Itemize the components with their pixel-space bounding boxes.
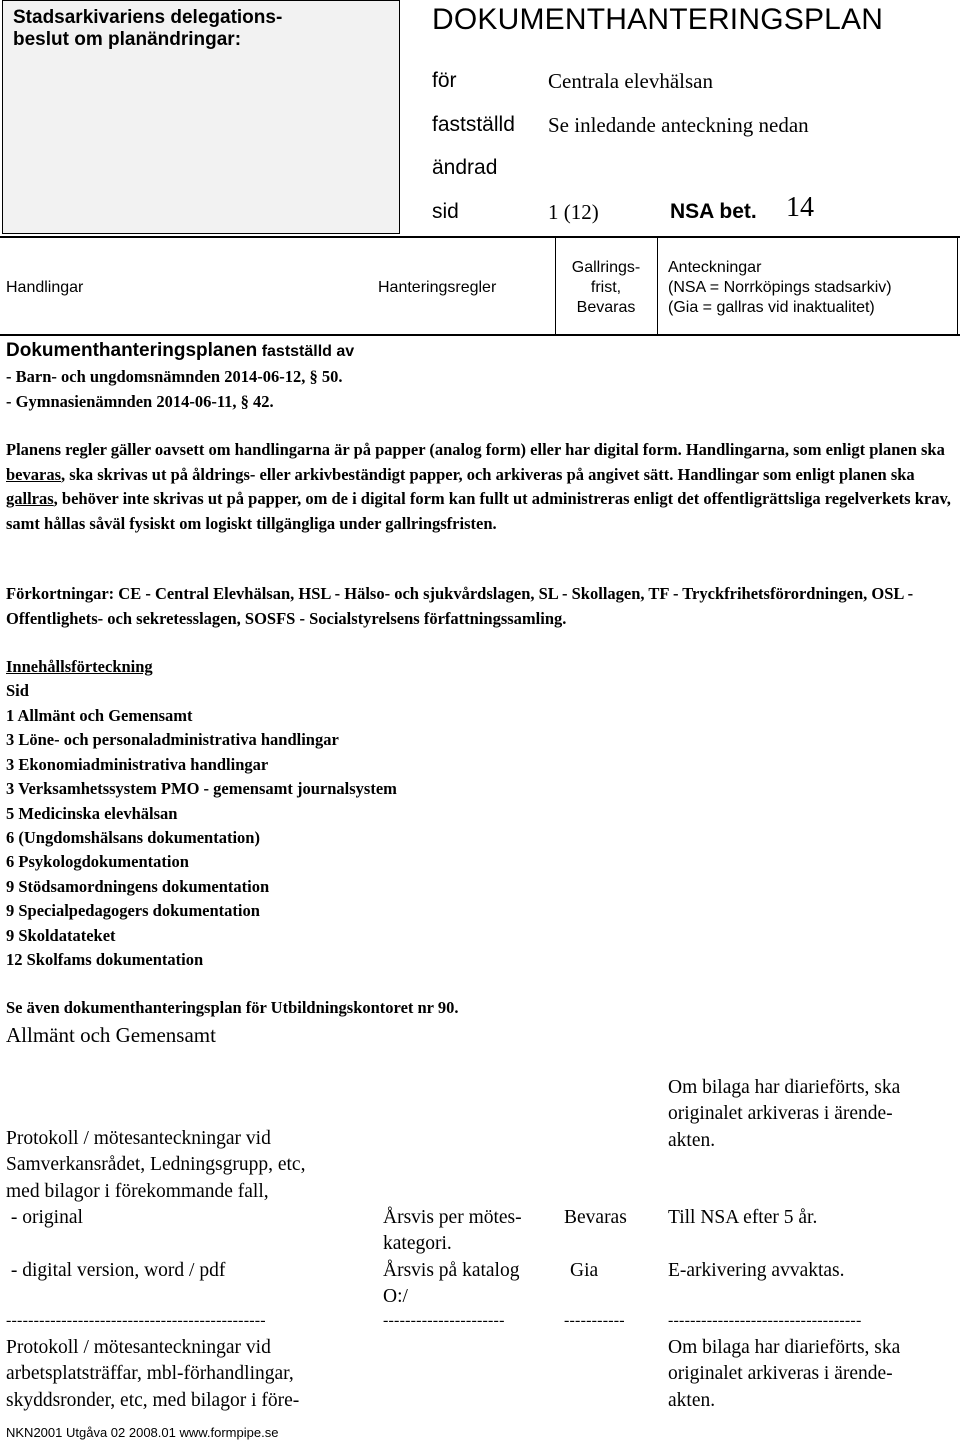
row2-note-line: originalet arkiveras i ärende- xyxy=(668,1363,893,1385)
document-title: DOKUMENTHANTERINGSPLAN xyxy=(432,3,884,36)
row2-handling-line: Protokoll / mötesanteckningar vid xyxy=(6,1337,271,1358)
header-top-rule xyxy=(0,236,960,238)
toc-item: 3 Löne- och personaladministrativa handlingar xyxy=(6,730,339,750)
plan-adoption-line2: - Barn- och ungdomsnämnden 2014-06-12, § 50. xyxy=(6,367,343,386)
row2-handling-line: skyddsronder, etc, med bilagor i före- xyxy=(6,1389,300,1411)
rules-text-e: , behöver inte skrivas ut på papper, om de i digital form kan fullt ut administreras enligt det offentligrättsliga regelverkets krav, samt hållas såväl fysiskt om logiskt tillgängliga under gallringsfristen. xyxy=(6,489,951,533)
row1-note-original: Till NSA efter 5 år. xyxy=(668,1207,818,1228)
toc-sid: Sid xyxy=(6,681,29,700)
toc-item: 3 Verksamhetssystem PMO - gemensamt journalsystem xyxy=(6,779,397,799)
stamp-line-2: beslut om planändringar: xyxy=(13,29,242,50)
row1-regel-line: Årsvis på katalog xyxy=(383,1259,520,1281)
header-bottom-rule xyxy=(0,334,960,336)
andrad-label: ändrad xyxy=(432,156,498,179)
row1-handling-line: Protokoll / mötesanteckningar vid xyxy=(6,1128,271,1149)
row1-handling xyxy=(6,1126,376,1284)
toc-item: 9 Skoldatateket xyxy=(6,925,116,945)
row2-handling-line: arbetsplatsträffar, mbl-förhandlingar, xyxy=(6,1363,294,1385)
for-value: Centrala elevhälsan xyxy=(548,69,714,93)
row-divider-col4: ----------------------------------- xyxy=(668,1312,862,1329)
rules-paragraph xyxy=(6,438,951,536)
row1-hanteringsregel xyxy=(383,1205,553,1311)
toc-item: 9 Specialpedagogers dokumentation xyxy=(6,901,260,921)
page-footer: NKN2001 Utgåva 02 2008.01 www.formpipe.se xyxy=(6,1425,279,1440)
plan-adoption-block xyxy=(6,338,646,414)
row1-note-top-line: originalet arkiveras i ärende- xyxy=(668,1103,893,1125)
column-divider-1 xyxy=(555,237,556,334)
col-anteckningar xyxy=(668,258,892,318)
sid-value: 1 (12) xyxy=(548,200,599,224)
for-label: för xyxy=(432,69,457,92)
col-anteckningar-line3: (Gia = gallras vid inaktualitet) xyxy=(668,299,875,316)
rules-text-c: , ska skrivas ut på åldrings- eller arkivbeständigt papper, och arkiveras på angivet sätt. Handlingar som enligt planen ska xyxy=(61,464,915,484)
col-gallringsfrist-line1: Gallrings- xyxy=(571,259,641,276)
toc-item: 6 Psykologdokumentation xyxy=(6,852,189,872)
toc-item: 12 Skolfams dokumentation xyxy=(6,950,204,970)
row2-note-line: akten. xyxy=(668,1389,716,1411)
row1-regel-line: O:/ xyxy=(383,1286,408,1308)
plan-adoption-line3: - Gymnasienämnden 2014-06-11, § 42. xyxy=(6,392,274,411)
col-gallringsfrist-line2: frist, xyxy=(590,279,622,296)
column-divider-2 xyxy=(657,237,658,334)
row1-regel-line: kategori. xyxy=(383,1233,452,1255)
toc-item: 3 Ekonomiadministrativa handlingar xyxy=(6,754,269,774)
row1-note-digital: E-arkivering avvaktas. xyxy=(668,1260,845,1281)
row1-handling-spacer xyxy=(6,1232,376,1258)
col-hanteringsregler: Hanteringsregler xyxy=(378,279,497,296)
row1-handling-line: med bilagor i förekommande fall, xyxy=(6,1180,269,1202)
delegation-stamp-box xyxy=(2,0,400,234)
sid-label: sid xyxy=(432,200,459,223)
nsa-label: NSA bet. xyxy=(670,200,757,223)
row1-frist-original: Bevaras xyxy=(564,1207,627,1228)
col-handlingar: Handlingar xyxy=(6,279,84,296)
plan-adoption-line1 xyxy=(6,338,646,364)
rules-gallras: gallras xyxy=(6,489,54,508)
row2-note-line: Om bilaga har diarieförts, ska xyxy=(668,1337,901,1358)
plan-title: Dokumenthanteringsplanen xyxy=(6,340,258,361)
see-also-note: Se även dokumenthanteringsplan för Utbildningskontoret nr 90. xyxy=(6,998,459,1017)
row1-handling-line: Samverkansrådet, Ledningsgrupp, etc, xyxy=(6,1154,306,1176)
plan-title-suffix: fastställd av xyxy=(257,343,355,360)
section-title: Allmänt och Gemensamt xyxy=(6,1023,216,1047)
col-gallringsfrist xyxy=(558,258,654,318)
row1-note-top-line: Om bilaga har diarieförts, ska xyxy=(668,1077,901,1098)
row-divider-col3: ----------- xyxy=(564,1312,625,1329)
row1-frist-digital: Gia xyxy=(570,1260,599,1281)
column-divider-3 xyxy=(957,237,958,334)
toc-item: 9 Stödsamordningens dokumentation xyxy=(6,876,270,896)
rules-text-a: Planens regler gäller oavsett om handlingarna är på papper (analog form) eller har digital form. Handlingarna, som enligt planen ska xyxy=(6,440,945,459)
faststalld-label: fastställd xyxy=(432,113,515,136)
toc-item: 6 (Ungdomshälsans dokumentation) xyxy=(6,828,260,848)
col-gallringsfrist-line3: Bevaras xyxy=(576,299,636,316)
row-divider-col1: ----------------------------------------------- xyxy=(6,1312,266,1329)
row1-regel-line: Årsvis per mötes- xyxy=(383,1207,522,1228)
toc-item: 5 Medicinska elevhälsan xyxy=(6,803,178,823)
row2-note xyxy=(668,1335,953,1414)
toc-title: Innehållsförteckning xyxy=(6,657,153,676)
col-anteckningar-line1: Anteckningar xyxy=(668,259,762,276)
row1-handling-line: - digital version, word / pdf xyxy=(6,1260,226,1282)
row2-handling xyxy=(6,1335,376,1414)
toc-list xyxy=(6,704,397,972)
stamp-line-1: Stadsarkivariens delegations- xyxy=(13,7,283,28)
row1-handling-line: - original xyxy=(6,1207,83,1229)
faststalld-value: Se inledande anteckning nedan xyxy=(548,113,809,137)
col-anteckningar-line2: (NSA = Norrköpings stadsarkiv) xyxy=(668,279,892,296)
nsa-value: 14 xyxy=(786,192,814,223)
row1-note-top xyxy=(668,1075,953,1154)
row-divider-col2: ---------------------- xyxy=(383,1312,505,1329)
rules-bevaras: bevaras xyxy=(6,464,61,484)
abbreviations-paragraph: Förkortningar: CE - Central Elevhälsan, HSL - Hälso- och sjukvårdslagen, SL - Skollagen, TF - Tryckfrihetsförordningen, OSL - Offentlighets- och sekretesslagen, SOSFS - Socialstyrelsens författningssamling. xyxy=(6,584,914,628)
row1-note-top-line: akten. xyxy=(668,1129,716,1151)
toc-item: 1 Allmänt och Gemensamt xyxy=(6,706,193,725)
